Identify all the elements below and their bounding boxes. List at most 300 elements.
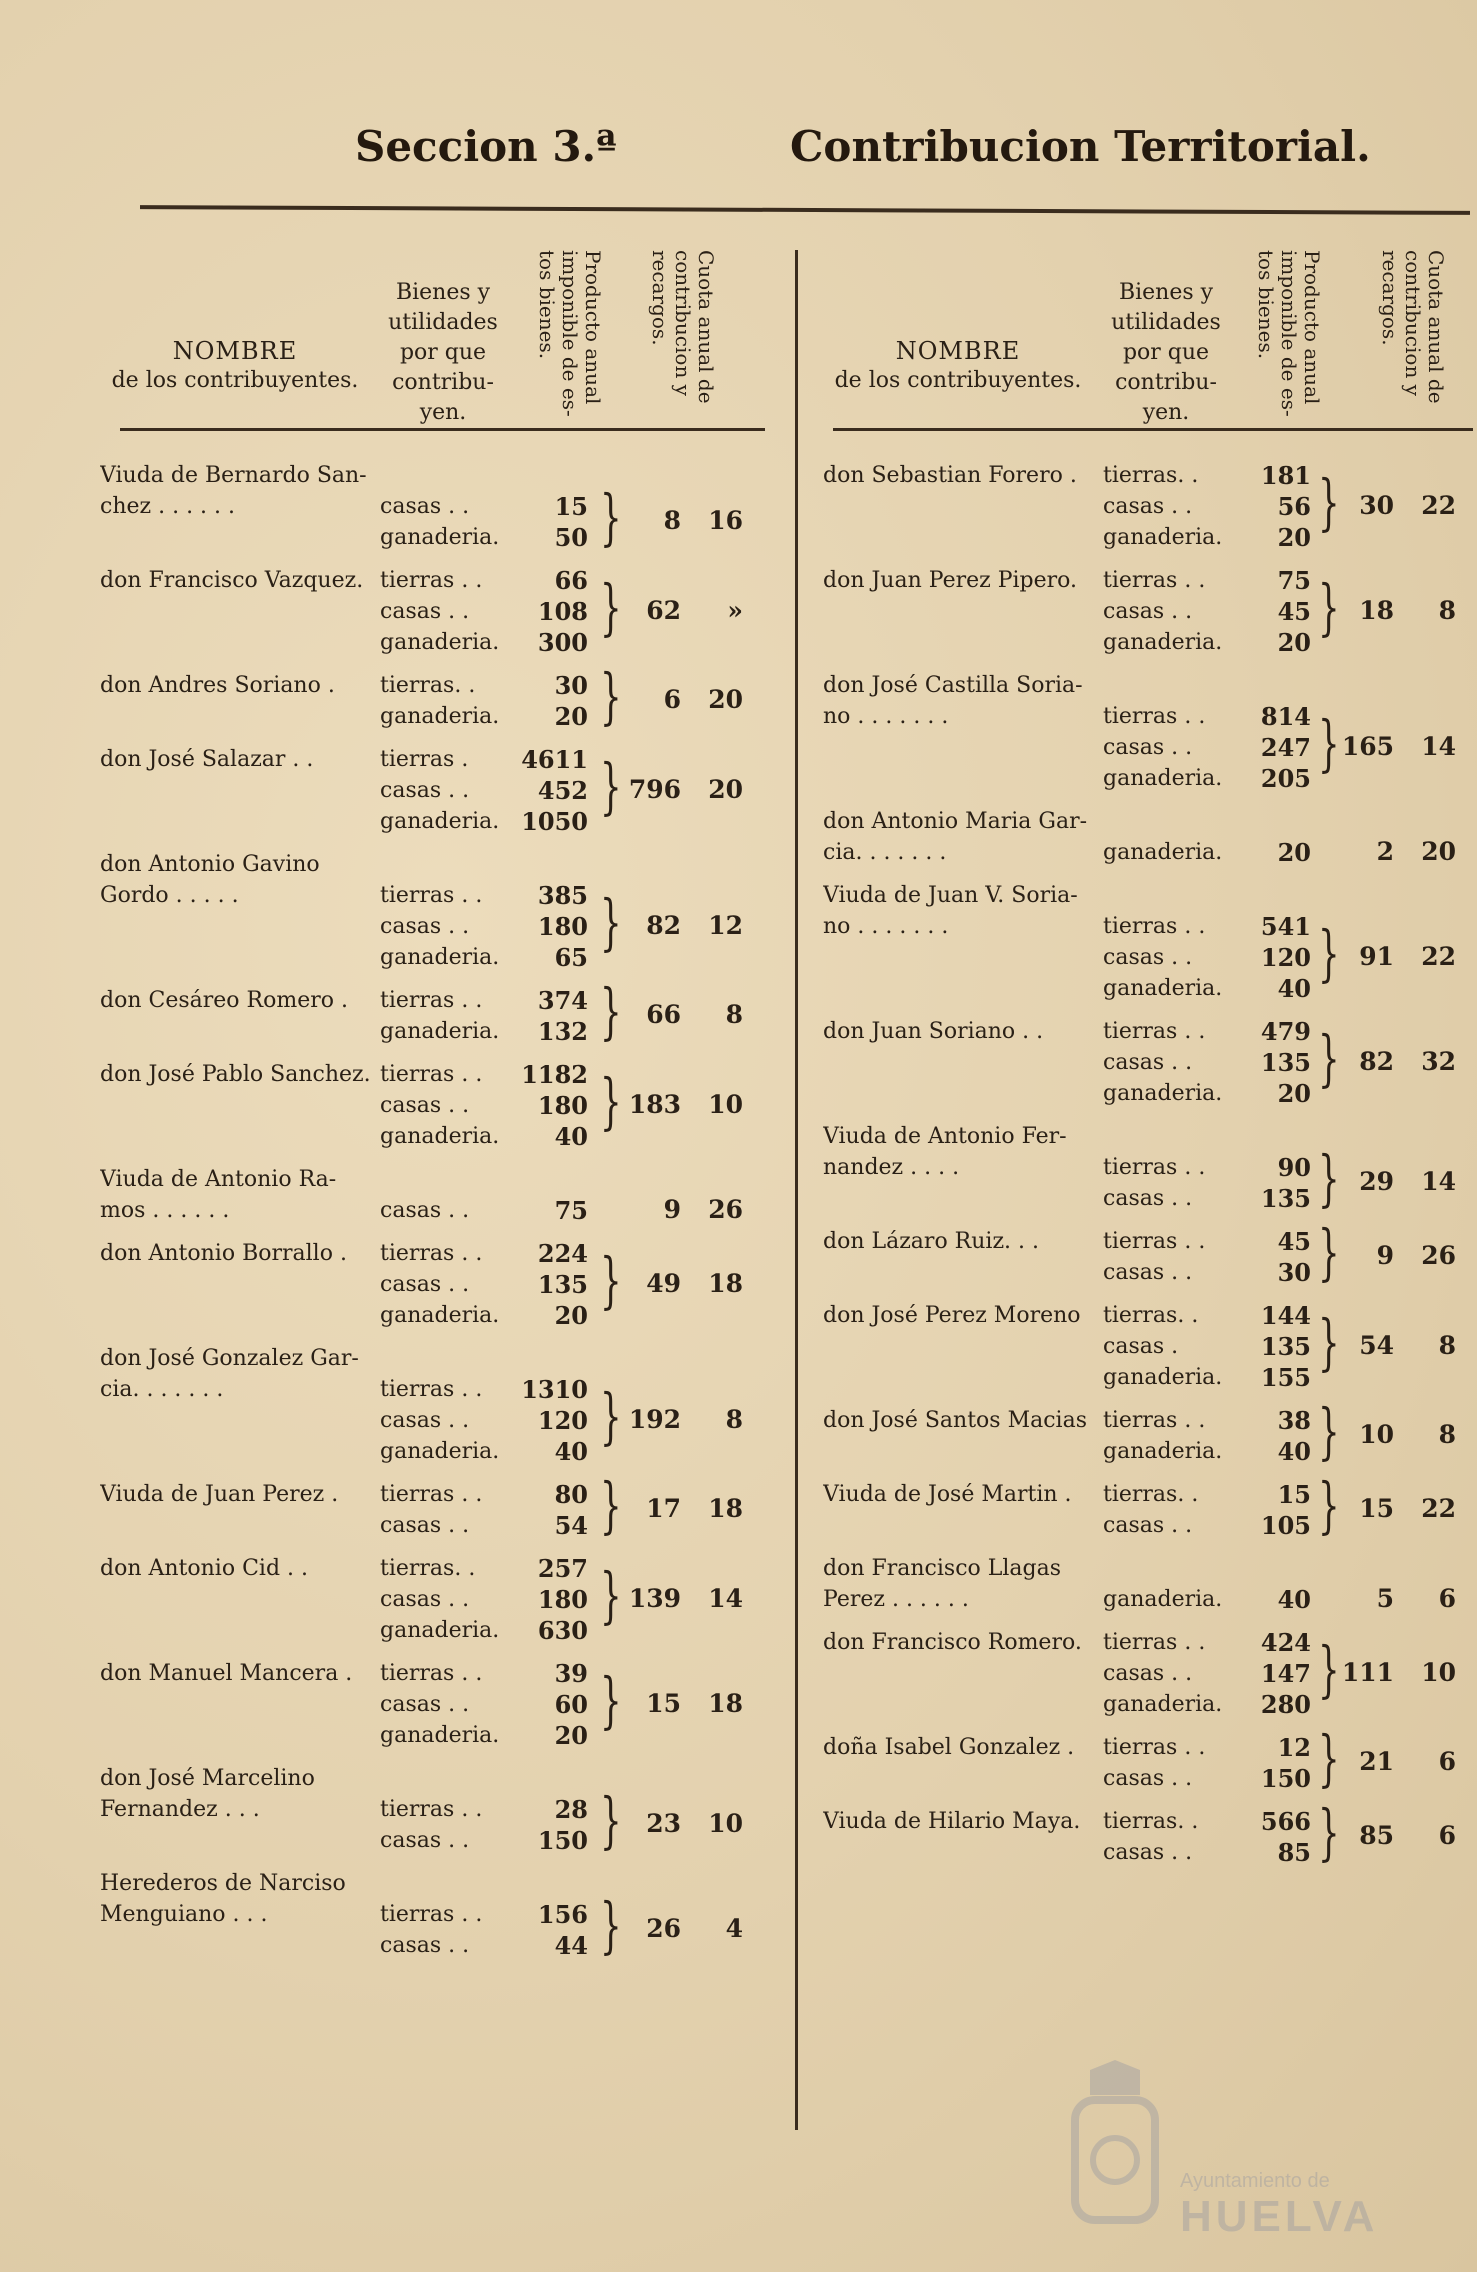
row-line (823, 627, 1477, 658)
grouping-brace: } (1318, 1723, 1340, 1795)
annual-quota (1338, 1494, 1456, 1523)
row-line (100, 565, 768, 596)
quota-pesos: 18 (1359, 595, 1394, 625)
taxable-product: 566 (1260, 1807, 1311, 1836)
annual-quota (1338, 942, 1456, 971)
taxable-product: 66 (554, 566, 588, 595)
contributor-name: Viuda de Antonio Fer- (823, 1124, 1067, 1149)
asset-type: tierras . . (1103, 1019, 1206, 1044)
grouping-brace: } (1318, 1797, 1340, 1869)
asset-type: tierras . . (1103, 1408, 1206, 1433)
header-bienes: Bienes y utilidades por que contribu- yen. (1111, 280, 1221, 425)
quota-cents: 32 (1421, 1046, 1456, 1076)
quota-pesos: 17 (646, 1494, 681, 1523)
taxable-product: 40 (554, 1122, 588, 1151)
annual-quota (625, 685, 743, 714)
asset-type: casas . . (380, 1692, 470, 1717)
row-line (100, 942, 768, 973)
asset-type: casas . . (1103, 599, 1193, 624)
taxable-product: 20 (1277, 523, 1311, 552)
contributor-name: don José Perez Moreno (823, 1303, 1081, 1328)
header-name: NOMBRE de los contribuyentes. (834, 337, 1082, 393)
row-line (823, 763, 1477, 794)
table-row (823, 565, 1477, 658)
asset-type: tierras . . (380, 1797, 483, 1822)
asset-type: tierras . . (380, 1062, 483, 1087)
contributor-name: nandez . . . . (823, 1155, 960, 1180)
grouping-brace: } (1318, 1306, 1340, 1379)
taxable-product: 135 (1260, 1184, 1311, 1213)
asset-type: tierras. . (1103, 463, 1199, 488)
annual-quota (625, 1584, 743, 1613)
contributor-name: don Francisco Llagas (823, 1556, 1062, 1581)
quota-cents: 10 (708, 1089, 743, 1119)
stamp-line1: Ayuntamiento de (1180, 2170, 1330, 2192)
quota-cents: 4 (725, 1914, 743, 1943)
quota-cents: 8 (1438, 595, 1456, 625)
taxable-product: 541 (1260, 912, 1311, 941)
asset-type: tierras . (380, 747, 469, 772)
taxable-product: 20 (1277, 628, 1311, 657)
row-line (823, 565, 1477, 596)
row-line (100, 1238, 768, 1269)
table-row (100, 565, 768, 658)
taxable-product: 155 (1260, 1363, 1311, 1392)
taxable-product: 38 (1277, 1406, 1311, 1435)
grouping-brace: } (600, 886, 622, 959)
row-line (823, 880, 1477, 911)
asset-type: casas . . (1103, 1260, 1193, 1285)
taxable-product: 44 (554, 1931, 588, 1960)
grouping-brace: } (600, 750, 622, 823)
table-row (100, 1470, 768, 1542)
quota-cents: 10 (708, 1809, 743, 1838)
table-row (100, 1059, 768, 1152)
quota-cents: 8 (1438, 1420, 1456, 1449)
contributor-name: don Antonio Maria Gar- (823, 809, 1088, 834)
quota-cents: 14 (1421, 731, 1456, 761)
row-line (823, 806, 1477, 837)
row-line (823, 522, 1477, 553)
taxable-product: 20 (554, 1721, 588, 1750)
asset-type: tierras . . (1103, 568, 1206, 593)
annual-quota (1338, 1167, 1456, 1196)
taxable-product: 56 (1277, 492, 1311, 521)
taxable-product: 15 (554, 492, 588, 521)
quota-cents: 6 (1438, 1747, 1456, 1776)
annual-quota (625, 506, 743, 535)
taxable-product: 40 (554, 1437, 588, 1466)
annual-quota (625, 1689, 743, 1718)
asset-type: casas . . (380, 1933, 470, 1958)
taxable-product: 205 (1260, 764, 1311, 793)
annual-quota (625, 1405, 743, 1434)
contributor-name: don Cesáreo Romero . (100, 988, 348, 1013)
header-name: NOMBRE de los contribuyentes. (111, 337, 359, 393)
taxable-product: 135 (1260, 1048, 1311, 1077)
contributor-name: chez . . . . . . (100, 494, 236, 519)
taxable-product: 135 (537, 1270, 588, 1299)
taxable-product: 479 (1260, 1017, 1311, 1046)
contributor-name: Menguiano . . . (100, 1902, 268, 1927)
taxable-product: 45 (1277, 1227, 1311, 1256)
annual-quota (625, 1914, 743, 1943)
quota-pesos: 66 (646, 1000, 681, 1029)
asset-type: tierras . . (1103, 1229, 1206, 1254)
asset-type: tierras . . (1103, 704, 1206, 729)
contributor-name: no . . . . . . . (823, 704, 949, 729)
taxable-product: 50 (554, 523, 588, 552)
contributor-name: don Francisco Vazquez. (100, 568, 364, 593)
header-bienes: Bienes y utilidades por que contribu- yen. (388, 280, 498, 425)
quota-cents: » (727, 595, 743, 625)
grouping-brace: } (600, 1559, 622, 1632)
asset-type: casas . . (380, 599, 470, 624)
archive-stamp (1060, 2060, 1400, 2260)
header-producto: Producto anual imponible de es- tos bienes. (535, 250, 605, 417)
table-row (100, 1238, 768, 1331)
taxable-product: 180 (537, 1585, 588, 1614)
annual-quota (625, 1195, 743, 1224)
asset-type: tierras. . (1103, 1303, 1199, 1328)
taxable-product: 60 (554, 1690, 588, 1719)
taxable-product: 120 (1260, 943, 1311, 972)
grouping-brace: } (600, 1664, 622, 1737)
quota-cents: 18 (708, 1688, 743, 1718)
quota-pesos: 30 (1359, 490, 1394, 520)
quota-cents: 6 (1438, 1821, 1456, 1850)
grouping-brace: } (1318, 1022, 1340, 1095)
table-row (100, 976, 768, 1048)
table-row (823, 460, 1477, 553)
taxable-product: 180 (537, 912, 588, 941)
header-cuota: Cuota anual de contribucion y recargos. (648, 250, 718, 404)
table-row (823, 1121, 1477, 1214)
table-row (823, 1016, 1477, 1109)
taxable-product: 630 (537, 1616, 588, 1645)
annual-quota (1338, 1241, 1456, 1270)
quota-cents: 8 (725, 1000, 743, 1029)
row-line (823, 1300, 1477, 1331)
asset-type: casas . . (380, 778, 470, 803)
row-line (100, 460, 768, 491)
grouping-brace: } (600, 571, 622, 644)
taxable-product: 385 (537, 881, 588, 910)
asset-type: ganaderia. (380, 525, 500, 550)
asset-type: tierras. . (380, 673, 476, 698)
asset-type: tierras . . (380, 568, 483, 593)
taxable-product: 28 (554, 1795, 588, 1824)
contributor-name: don Juan Perez Pipero. (823, 568, 1078, 593)
asset-type: tierras . . (380, 1377, 483, 1402)
taxable-product: 150 (537, 1826, 588, 1855)
header-underline (833, 428, 1473, 431)
quota-cents: 18 (708, 1268, 743, 1298)
contributor-name: don José Pablo Sanchez. (100, 1062, 371, 1087)
contributor-name: don José Salazar . . (100, 747, 314, 772)
annual-quota (1338, 1584, 1456, 1613)
taxable-product: 452 (537, 776, 588, 805)
taxable-product: 30 (554, 671, 588, 700)
asset-type: casas . . (380, 914, 470, 939)
contributor-name: Herederos de Narciso (100, 1871, 346, 1896)
asset-type: casas . . (1103, 1513, 1193, 1538)
annual-quota (1338, 1420, 1456, 1449)
taxable-product: 40 (1277, 1437, 1311, 1466)
contributor-name: don Sebastian Forero . (823, 463, 1077, 488)
annual-quota (625, 1269, 743, 1298)
row-line (823, 1078, 1477, 1109)
contributor-name: cia. . . . . . . (100, 1377, 224, 1402)
taxable-product: 20 (1277, 838, 1311, 867)
row-line (823, 1553, 1477, 1584)
contributor-name: don Antonio Gavino (100, 852, 320, 877)
quota-pesos: 15 (1359, 1494, 1394, 1523)
contributor-name: don Andres Soriano . (100, 673, 335, 698)
taxable-product: 75 (554, 1196, 588, 1225)
quota-pesos: 49 (646, 1268, 681, 1298)
asset-type: casas . . (1103, 1186, 1193, 1211)
grouping-brace: } (1318, 1217, 1340, 1289)
row-line (100, 1164, 768, 1195)
asset-type: ganaderia. (1103, 1692, 1223, 1717)
quota-cents: 26 (1421, 1241, 1456, 1270)
asset-type: tierras . . (1103, 1155, 1206, 1180)
contributor-name: Viuda de Juan V. Soria- (823, 883, 1078, 908)
contributor-name: cia. . . . . . . (823, 840, 947, 865)
quota-cents: 22 (1421, 941, 1456, 971)
grouping-brace: } (1318, 917, 1340, 990)
asset-type: casas . . (380, 1408, 470, 1433)
taxable-product: 224 (537, 1239, 588, 1268)
annual-quota (1338, 732, 1456, 761)
table-row (823, 880, 1477, 1004)
header-cuota: Cuota anual de contribucion y recargos. (1378, 250, 1448, 404)
header-rule (140, 205, 1470, 215)
quota-pesos: 183 (628, 1089, 681, 1119)
quota-pesos: 796 (628, 774, 681, 804)
asset-type: casas . . (1103, 1050, 1193, 1075)
asset-type: ganaderia. (1103, 1365, 1223, 1390)
quota-pesos: 15 (646, 1688, 681, 1718)
asset-type: tierras . . (380, 1902, 483, 1927)
page-title: Contribucion Territorial. (790, 122, 1371, 171)
quota-pesos: 9 (1376, 1241, 1394, 1270)
asset-type: tierras . . (380, 1661, 483, 1686)
taxable-product: 20 (554, 1301, 588, 1330)
table-row (823, 806, 1477, 868)
grouping-brace: } (600, 1890, 622, 1962)
table-row (100, 1164, 768, 1226)
taxable-product: 39 (554, 1659, 588, 1688)
taxable-product: 20 (554, 702, 588, 731)
quota-cents: 22 (1421, 490, 1456, 520)
asset-type: casas . . (380, 1272, 470, 1297)
row-line (823, 1627, 1477, 1658)
row-line (823, 911, 1477, 942)
stamp-line2: HUELVA (1180, 2192, 1379, 2241)
asset-type: ganaderia. (1103, 1081, 1223, 1106)
annual-quota (1338, 1047, 1456, 1076)
grouping-brace: } (1318, 707, 1340, 780)
table-row (100, 744, 768, 837)
grouping-brace: } (600, 1065, 622, 1138)
asset-type: tierras. . (380, 1556, 476, 1581)
annual-quota (1338, 1821, 1456, 1850)
taxable-product: 181 (1260, 461, 1311, 490)
quota-cents: 20 (708, 774, 743, 804)
taxable-product: 156 (537, 1900, 588, 1929)
asset-type: tierras . . (380, 988, 483, 1013)
quota-cents: 22 (1421, 1494, 1456, 1523)
table-header (100, 240, 768, 430)
table-row (100, 849, 768, 973)
annual-quota (625, 911, 743, 940)
taxable-product: 1182 (521, 1060, 588, 1089)
table-row (823, 1627, 1477, 1720)
contributor-name: Fernandez . . . (100, 1797, 260, 1822)
contributor-name: Viuda de Juan Perez . (100, 1482, 339, 1507)
taxable-product: 45 (1277, 597, 1311, 626)
taxable-product: 147 (1260, 1659, 1311, 1688)
contributor-name: Viuda de Hilario Maya. (823, 1809, 1081, 1834)
asset-type: ganaderia. (1103, 976, 1223, 1001)
taxable-product: 180 (537, 1091, 588, 1120)
asset-type: casas . . (380, 1828, 470, 1853)
grouping-brace: } (600, 1470, 622, 1542)
contributor-name: doña Isabel Gonzalez . (823, 1735, 1075, 1760)
contributor-name: mos . . . . . . (100, 1198, 230, 1223)
quota-pesos: 111 (1341, 1657, 1394, 1687)
taxable-product: 20 (1277, 1079, 1311, 1108)
coat-of-arms-icon (1060, 2060, 1170, 2250)
asset-type: casas . . (380, 1093, 470, 1118)
asset-type: ganaderia. (380, 1019, 500, 1044)
asset-type: tierras . . (1103, 1735, 1206, 1760)
taxable-product: 30 (1277, 1258, 1311, 1287)
annual-quota (625, 596, 743, 625)
row-line (823, 1016, 1477, 1047)
asset-type: ganaderia. (1103, 630, 1223, 655)
taxable-product: 814 (1260, 702, 1311, 731)
row-line (823, 1121, 1477, 1152)
quota-pesos: 23 (646, 1809, 681, 1838)
quota-cents: 20 (1421, 836, 1456, 866)
contributor-name: don Francisco Romero. (823, 1630, 1082, 1655)
table-body (100, 460, 768, 1961)
quota-cents: 20 (708, 685, 743, 714)
left-column (100, 240, 768, 1973)
row-line (823, 1689, 1477, 1720)
taxable-product: 257 (537, 1554, 588, 1583)
table-row (823, 1723, 1477, 1795)
contributor-name: Viuda de Bernardo San- (100, 463, 367, 488)
row-line (100, 1374, 768, 1405)
annual-quota (625, 1809, 743, 1838)
table-row (100, 1658, 768, 1751)
quota-pesos: 26 (646, 1914, 681, 1943)
taxable-product: 132 (537, 1017, 588, 1046)
taxable-product: 15 (1277, 1480, 1311, 1509)
asset-type: tierras . . (380, 1241, 483, 1266)
annual-quota (1338, 1747, 1456, 1776)
contributor-name: don José Santos Macias (823, 1408, 1087, 1433)
asset-type: ganaderia. (1103, 766, 1223, 791)
asset-type: ganaderia. (380, 1723, 500, 1748)
quota-pesos: 54 (1359, 1330, 1394, 1360)
quota-pesos: 85 (1359, 1821, 1394, 1850)
asset-type: casas . . (1103, 1766, 1193, 1791)
table-row (823, 1470, 1477, 1542)
row-line (100, 806, 768, 837)
contributor-name: don Antonio Borrallo . (100, 1241, 347, 1266)
table-body (823, 460, 1477, 1868)
quota-cents: 8 (1438, 1330, 1456, 1360)
taxable-product: 150 (1260, 1764, 1311, 1793)
asset-type: casas . . (380, 1513, 470, 1538)
taxable-product: 40 (1277, 1585, 1311, 1614)
contributor-name: Gordo . . . . . (100, 883, 239, 908)
quota-pesos: 21 (1359, 1747, 1394, 1776)
asset-type: casas . . (380, 494, 470, 519)
row-line (823, 973, 1477, 1004)
taxable-product: 424 (1260, 1628, 1311, 1657)
quota-cents: 16 (708, 506, 743, 535)
asset-type: tierras . . (380, 883, 483, 908)
taxable-product: 108 (537, 597, 588, 626)
quota-cents: 18 (708, 1494, 743, 1523)
row-line (100, 880, 768, 911)
row-line (100, 1343, 768, 1374)
taxable-product: 280 (1260, 1690, 1311, 1719)
row-line (823, 670, 1477, 701)
grouping-brace: } (1318, 466, 1340, 539)
taxable-product: 135 (1260, 1332, 1311, 1361)
quota-cents: 12 (708, 910, 743, 940)
header-underline (120, 428, 765, 431)
contributor-name: Viuda de Antonio Ra- (100, 1167, 337, 1192)
quota-cents: 6 (1438, 1583, 1456, 1613)
asset-type: ganaderia. (380, 1439, 500, 1464)
annual-quota (1338, 837, 1456, 866)
contributor-name: Viuda de José Martin . (823, 1482, 1072, 1507)
taxable-product: 1310 (521, 1375, 588, 1404)
taxable-product: 4611 (521, 745, 588, 774)
contributor-name: no . . . . . . . (823, 914, 949, 939)
row-line (100, 627, 768, 658)
asset-type: casas . . (1103, 494, 1193, 519)
row-line (823, 1362, 1477, 1393)
asset-type: casas . . (1103, 735, 1193, 760)
page-header (0, 122, 1477, 182)
right-column (823, 240, 1477, 1880)
asset-type: tierras . . (380, 1482, 483, 1507)
grouping-brace: } (1318, 1143, 1340, 1215)
row-line (100, 1121, 768, 1152)
quota-cents: 14 (708, 1583, 743, 1613)
asset-type: ganaderia. (1103, 525, 1223, 550)
quota-pesos: 8 (663, 506, 681, 535)
quota-pesos: 62 (646, 595, 681, 625)
contributor-name: don Lázaro Ruiz. . . (823, 1229, 1040, 1254)
row-line (100, 1720, 768, 1751)
table-row (100, 1343, 768, 1467)
table-row (823, 1797, 1477, 1869)
row-line (100, 849, 768, 880)
table-header (823, 240, 1477, 430)
row-line (100, 1553, 768, 1584)
table-row (100, 661, 768, 733)
